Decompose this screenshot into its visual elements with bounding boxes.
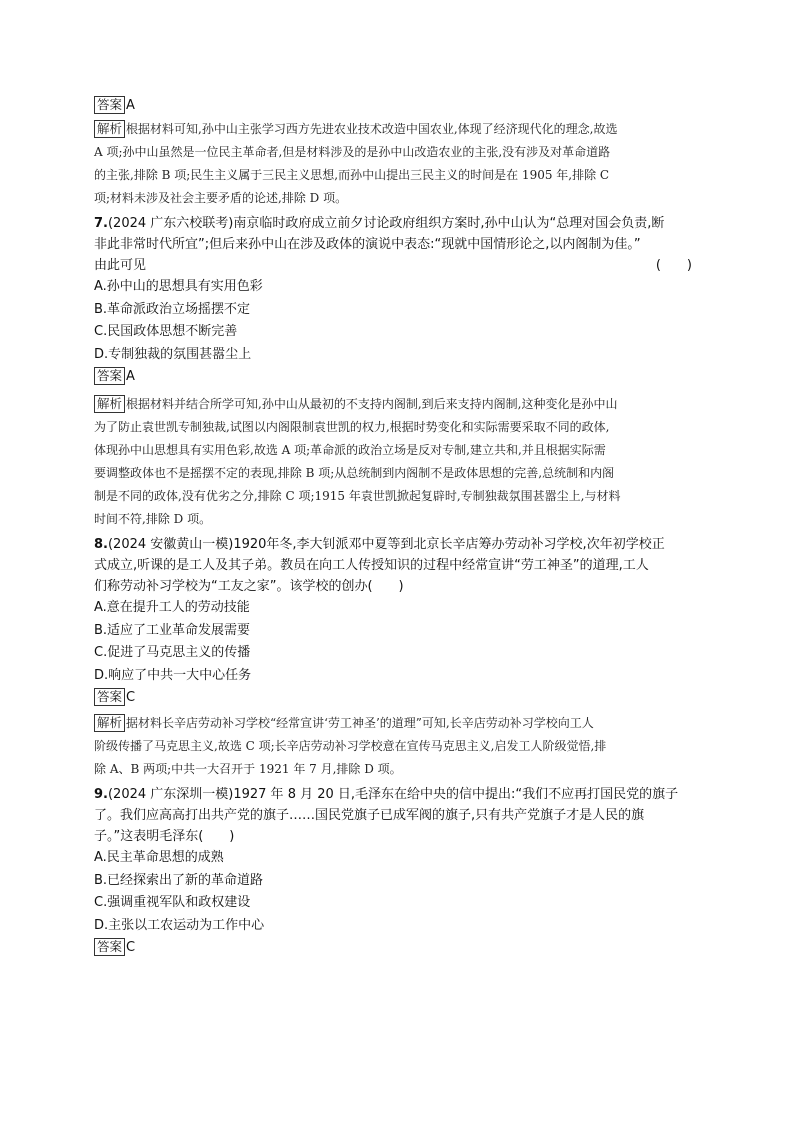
option-c: C.强调重视军队和政权建设 [94,895,251,910]
answer-value: A [126,98,135,113]
option-b: B.已经探索出了新的革命道路 [94,872,264,888]
analysis-line: 解析 根据材料并结合所学可知,孙中山从最初的不支持内阁制,到后来支持内阁制,这种变化是孙中山 [94,393,700,416]
analysis-line: 阶级传播了马克思主义,故选 C 项;长辛店劳动补习学校意在宣传马克思主义,启发工人阶级觉悟,排 [94,739,607,753]
option-a: A.意在提升工人的劳动技能 [94,600,250,615]
option-d: D.响应了中共一大中心任务 [94,667,252,683]
answer-label: 答案 [94,688,125,706]
analysis-line: 除 A、B 两项;中共一大召开于 1921 年 7 月,排除 D 项。 [94,762,402,776]
question-stem: 们称劳动补习学校为“工友之家”。该学校的创办( ) [94,579,404,594]
answer-value: C [126,690,136,705]
question-number: 9. [94,787,108,802]
question-stem: 非此非常时代所宜”;但后来孙中山在涉及政体的演说中表态:“现就中国情形论之,以内阁制为佳。” [94,237,641,252]
option-a: A.孙中山的思想具有实用色彩 [94,279,263,294]
analysis-label: 解析 [94,714,125,732]
answer-line [94,687,700,708]
question-stem: 由此可见 ( ) [94,255,700,276]
option-c: C.促进了马克思主义的传播 [94,645,251,660]
question-stem: 子。”这表明毛泽东( ) [94,829,235,844]
question-stem: 了。我们应高高打出共产党的旗子……国民党旗子已成军阀的旗子,只有共产党旗子才是人民的旗 [94,808,645,823]
option-b: B.适应了工业革命发展需要 [94,622,251,638]
answer-line [94,937,700,958]
answer-value: A [126,369,135,384]
answer-label: 答案 [94,96,125,114]
answer-bracket: ( ) [655,258,692,273]
answer-line [94,366,700,387]
analysis-line: 要调整政体也不是摇摆不定的表现,排除 B 项;从总统制到内阁制不是政体思想的完善,总统制和内阁 [94,466,615,480]
analysis-line: 制是不同的政体,没有优劣之分,排除 C 项;1915 年袁世凯掀起复辟时,专制独裁氛围甚嚣尘上,与材料 [94,489,621,503]
question-number: 7. [94,216,108,231]
analysis-line: 时间不符,排除 D 项。 [94,512,212,526]
question-stem: 7.(2024 广东六校联考)南京临时政府成立前夕讨论政府组织方案时,孙中山认为“总理对国会负责,断 [94,216,665,231]
question-number: 8. [94,537,108,552]
option-a: A.民主革命思想的成熟 [94,850,224,865]
option-d: D.专制独裁的氛围甚嚣尘上 [94,346,252,362]
analysis-label: 解析 [94,395,125,413]
analysis-line: 的主张,排除 B 项;民生主义属于三民主义思想,而孙中山提出三民主义的时间是在 1905 年,排除 C [94,168,610,182]
analysis-line: 为了防止袁世凯专制独裁,试图以内阁限制袁世凯的权力,根据时势变化和实际需要采取不同的政体, [94,420,610,434]
answer-label: 答案 [94,367,125,385]
option-c: C.民国政体思想不断完善 [94,324,238,339]
analysis-line: 解析 根据材料可知,孙中山主张学习西方先进农业技术改造中国农业,体现了经济现代化的理念,故选 [94,118,700,141]
answer-value: C [126,940,136,955]
analysis-line: 解析 据材料长辛店劳动补习学校“经常宣讲‘劳工神圣’的道理”可知,长辛店劳动补习学校向工人 [94,712,700,735]
document-page [94,95,700,958]
analysis-line: 项;材料未涉及社会主要矛盾的论述,排除 D 项。 [94,191,348,205]
analysis-line: A 项;孙中山虽然是一位民主革命者,但是材料涉及的是孙中山改造农业的主张,没有涉及对革命道路 [94,145,611,159]
option-d: D.主张以工农运动为工作中心 [94,917,265,933]
answer-line [94,95,700,116]
option-b: B.革命派政治立场摇摆不定 [94,301,251,317]
question-stem: 式成立,听课的是工人及其子弟。教员在向工人传授知识的过程中经常宣讲“劳工神圣”的道理,工人 [94,558,649,573]
analysis-line: 体现孙中山思想具有实用色彩,故选 A 项;革命派的政治立场是反对专制,建立共和,并且根据实际需 [94,443,606,457]
answer-label: 答案 [94,938,125,956]
question-stem: 8.(2024 安徽黄山一模)1920年冬,李大钊派邓中夏等到北京长辛店筹办劳动补习学校,次年初学校正 [94,537,665,552]
question-stem: 9.(2024 广东深圳一模)1927 年 8 月 20 日,毛泽东在给中央的信中提出:“我们不应再打国民党的旗子 [94,787,679,802]
analysis-label: 解析 [94,120,125,138]
